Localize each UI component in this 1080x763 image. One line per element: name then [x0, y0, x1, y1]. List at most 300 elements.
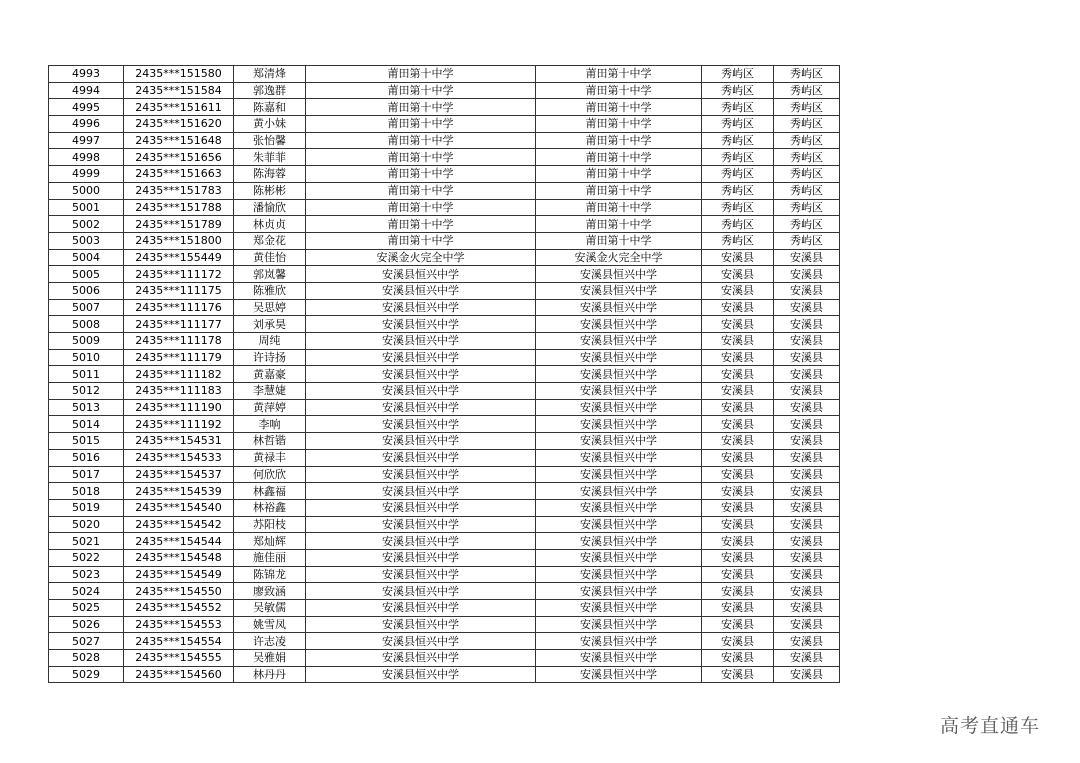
table-row [49, 349, 840, 366]
student-name-cell: 吴思婷 [234, 299, 306, 316]
school-cell: 安溪县恒兴中学 [306, 499, 536, 516]
table-row [49, 116, 840, 133]
table-row [49, 216, 840, 233]
registered-district-cell: 安溪县 [774, 583, 840, 600]
row-number-cell: 5007 [49, 299, 124, 316]
row-number-cell: 5005 [49, 266, 124, 283]
enrolled-school-cell: 安溪县恒兴中学 [536, 449, 702, 466]
district-cell: 秀屿区 [702, 116, 774, 133]
school-cell: 安溪县恒兴中学 [306, 383, 536, 400]
exam-id-cell: 2435***154542 [124, 516, 234, 533]
registered-district-cell: 安溪县 [774, 282, 840, 299]
registered-district-cell: 安溪县 [774, 616, 840, 633]
registered-district-cell: 秀屿区 [774, 149, 840, 166]
school-cell: 安溪金火完全中学 [306, 249, 536, 266]
student-name-cell: 郑金花 [234, 232, 306, 249]
registered-district-cell: 安溪县 [774, 316, 840, 333]
exam-id-cell: 2435***151656 [124, 149, 234, 166]
row-number-cell: 5010 [49, 349, 124, 366]
enrolled-school-cell: 莆田第十中学 [536, 166, 702, 183]
student-name-cell: 吴雅娟 [234, 650, 306, 667]
row-number-cell: 5023 [49, 566, 124, 583]
school-cell: 安溪县恒兴中学 [306, 566, 536, 583]
watermark-text: 高考直通车 [940, 715, 1041, 737]
table-row [49, 166, 840, 183]
registered-district-cell: 秀屿区 [774, 166, 840, 183]
school-cell: 安溪县恒兴中学 [306, 399, 536, 416]
registered-district-cell: 安溪县 [774, 566, 840, 583]
school-cell: 安溪县恒兴中学 [306, 416, 536, 433]
school-cell: 莆田第十中学 [306, 232, 536, 249]
table-row [49, 549, 840, 566]
enrolled-school-cell: 安溪县恒兴中学 [536, 416, 702, 433]
student-name-cell: 廖致涵 [234, 583, 306, 600]
enrolled-school-cell: 莆田第十中学 [536, 82, 702, 99]
student-name-cell: 吴敏儒 [234, 600, 306, 617]
row-number-cell: 5009 [49, 333, 124, 350]
student-name-cell: 陈雅欣 [234, 282, 306, 299]
exam-id-cell: 2435***111179 [124, 349, 234, 366]
registered-district-cell: 安溪县 [774, 249, 840, 266]
student-name-cell: 郭逸群 [234, 82, 306, 99]
school-cell: 莆田第十中学 [306, 99, 536, 116]
row-number-cell: 4994 [49, 82, 124, 99]
row-number-cell: 5001 [49, 199, 124, 216]
table-row [49, 266, 840, 283]
table-row [49, 516, 840, 533]
enrolled-school-cell: 莆田第十中学 [536, 99, 702, 116]
registered-district-cell: 秀屿区 [774, 99, 840, 116]
row-number-cell: 4993 [49, 66, 124, 83]
table-row [49, 566, 840, 583]
student-name-cell: 陈海蓉 [234, 166, 306, 183]
district-cell: 安溪县 [702, 449, 774, 466]
district-cell: 安溪县 [702, 399, 774, 416]
exam-id-cell: 2435***151611 [124, 99, 234, 116]
enrolled-school-cell: 莆田第十中学 [536, 66, 702, 83]
school-cell: 安溪县恒兴中学 [306, 433, 536, 450]
row-number-cell: 4998 [49, 149, 124, 166]
student-name-cell: 周纯 [234, 333, 306, 350]
student-name-cell: 郑清烽 [234, 66, 306, 83]
school-cell: 安溪县恒兴中学 [306, 549, 536, 566]
table-row [49, 149, 840, 166]
exam-id-cell: 2435***154539 [124, 483, 234, 500]
district-cell: 安溪县 [702, 366, 774, 383]
enrolled-school-cell: 安溪县恒兴中学 [536, 549, 702, 566]
table-row [49, 650, 840, 667]
school-cell: 莆田第十中学 [306, 82, 536, 99]
exam-id-cell: 2435***111192 [124, 416, 234, 433]
school-cell: 安溪县恒兴中学 [306, 533, 536, 550]
exam-id-cell: 2435***151783 [124, 182, 234, 199]
exam-id-cell: 2435***154554 [124, 633, 234, 650]
row-number-cell: 5016 [49, 449, 124, 466]
registered-district-cell: 安溪县 [774, 549, 840, 566]
district-cell: 安溪县 [702, 416, 774, 433]
table-row [49, 366, 840, 383]
enrolled-school-cell: 安溪县恒兴中学 [536, 466, 702, 483]
district-cell: 秀屿区 [702, 149, 774, 166]
exam-id-cell: 2435***154552 [124, 600, 234, 617]
registered-district-cell: 秀屿区 [774, 116, 840, 133]
registered-district-cell: 秀屿区 [774, 199, 840, 216]
school-cell: 安溪县恒兴中学 [306, 616, 536, 633]
table-row [49, 199, 840, 216]
exam-id-cell: 2435***111190 [124, 399, 234, 416]
exam-id-cell: 2435***111172 [124, 266, 234, 283]
enrolled-school-cell: 安溪县恒兴中学 [536, 282, 702, 299]
table-row [49, 316, 840, 333]
table-row [49, 383, 840, 400]
district-cell: 安溪县 [702, 282, 774, 299]
enrolled-school-cell: 安溪县恒兴中学 [536, 349, 702, 366]
school-cell: 安溪县恒兴中学 [306, 650, 536, 667]
district-cell: 安溪县 [702, 600, 774, 617]
school-cell: 安溪县恒兴中学 [306, 449, 536, 466]
table-row [49, 466, 840, 483]
district-cell: 秀屿区 [702, 99, 774, 116]
row-number-cell: 5021 [49, 533, 124, 550]
enrolled-school-cell: 安溪县恒兴中学 [536, 383, 702, 400]
student-name-cell: 郭岚馨 [234, 266, 306, 283]
enrolled-school-cell: 安溪金火完全中学 [536, 249, 702, 266]
school-cell: 安溪县恒兴中学 [306, 349, 536, 366]
district-cell: 秀屿区 [702, 166, 774, 183]
district-cell: 安溪县 [702, 566, 774, 583]
student-name-cell: 张怡馨 [234, 132, 306, 149]
enrolled-school-cell: 安溪县恒兴中学 [536, 499, 702, 516]
student-name-cell: 林哲锴 [234, 433, 306, 450]
district-cell: 安溪县 [702, 266, 774, 283]
district-cell: 安溪县 [702, 383, 774, 400]
row-number-cell: 5017 [49, 466, 124, 483]
enrolled-school-cell: 安溪县恒兴中学 [536, 666, 702, 683]
row-number-cell: 5025 [49, 600, 124, 617]
registered-district-cell: 安溪县 [774, 383, 840, 400]
row-number-cell: 4997 [49, 132, 124, 149]
enrolled-school-cell: 安溪县恒兴中学 [536, 633, 702, 650]
exam-id-cell: 2435***154555 [124, 650, 234, 667]
registered-district-cell: 安溪县 [774, 650, 840, 667]
exam-id-cell: 2435***154540 [124, 499, 234, 516]
enrolled-school-cell: 安溪县恒兴中学 [536, 616, 702, 633]
exam-id-cell: 2435***151620 [124, 116, 234, 133]
table-row [49, 82, 840, 99]
table-row [49, 666, 840, 683]
school-cell: 安溪县恒兴中学 [306, 299, 536, 316]
student-name-cell: 何欣欣 [234, 466, 306, 483]
enrolled-school-cell: 安溪县恒兴中学 [536, 333, 702, 350]
student-name-cell: 施佳丽 [234, 549, 306, 566]
exam-id-cell: 2435***151584 [124, 82, 234, 99]
enrolled-school-cell: 莆田第十中学 [536, 199, 702, 216]
table-row [49, 99, 840, 116]
exam-id-cell: 2435***151789 [124, 216, 234, 233]
student-name-cell: 许志凌 [234, 633, 306, 650]
exam-id-cell: 2435***154548 [124, 549, 234, 566]
exam-id-cell: 2435***151580 [124, 66, 234, 83]
enrolled-school-cell: 莆田第十中学 [536, 116, 702, 133]
registered-district-cell: 安溪县 [774, 333, 840, 350]
district-cell: 秀屿区 [702, 216, 774, 233]
student-name-cell: 黄禄丰 [234, 449, 306, 466]
row-number-cell: 5018 [49, 483, 124, 500]
student-name-cell: 朱菲菲 [234, 149, 306, 166]
student-name-cell: 陈嘉和 [234, 99, 306, 116]
exam-id-cell: 2435***154553 [124, 616, 234, 633]
enrolled-school-cell: 安溪县恒兴中学 [536, 533, 702, 550]
registered-district-cell: 安溪县 [774, 516, 840, 533]
row-number-cell: 5000 [49, 182, 124, 199]
registered-district-cell: 秀屿区 [774, 232, 840, 249]
row-number-cell: 4995 [49, 99, 124, 116]
exam-id-cell: 2435***154544 [124, 533, 234, 550]
registered-district-cell: 安溪县 [774, 600, 840, 617]
table-row [49, 132, 840, 149]
row-number-cell: 5002 [49, 216, 124, 233]
district-cell: 安溪县 [702, 549, 774, 566]
enrolled-school-cell: 安溪县恒兴中学 [536, 366, 702, 383]
row-number-cell: 5011 [49, 366, 124, 383]
table-row [49, 616, 840, 633]
roster-table [48, 65, 840, 683]
row-number-cell: 5003 [49, 232, 124, 249]
district-cell: 安溪县 [702, 333, 774, 350]
table-row [49, 299, 840, 316]
student-name-cell: 黄萍婷 [234, 399, 306, 416]
student-name-cell: 黄嘉豪 [234, 366, 306, 383]
district-cell: 秀屿区 [702, 232, 774, 249]
exam-id-cell: 2435***151663 [124, 166, 234, 183]
table-row [49, 633, 840, 650]
district-cell: 秀屿区 [702, 66, 774, 83]
exam-id-cell: 2435***151788 [124, 199, 234, 216]
student-name-cell: 许诗扬 [234, 349, 306, 366]
exam-id-cell: 2435***111183 [124, 383, 234, 400]
district-cell: 安溪县 [702, 650, 774, 667]
school-cell: 安溪县恒兴中学 [306, 666, 536, 683]
school-cell: 莆田第十中学 [306, 132, 536, 149]
row-number-cell: 5028 [49, 650, 124, 667]
school-cell: 安溪县恒兴中学 [306, 316, 536, 333]
exam-id-cell: 2435***111176 [124, 299, 234, 316]
school-cell: 莆田第十中学 [306, 216, 536, 233]
enrolled-school-cell: 安溪县恒兴中学 [536, 483, 702, 500]
registered-district-cell: 安溪县 [774, 466, 840, 483]
district-cell: 秀屿区 [702, 199, 774, 216]
row-number-cell: 5006 [49, 282, 124, 299]
row-number-cell: 4999 [49, 166, 124, 183]
row-number-cell: 5024 [49, 583, 124, 600]
school-cell: 安溪县恒兴中学 [306, 266, 536, 283]
school-cell: 安溪县恒兴中学 [306, 466, 536, 483]
exam-id-cell: 2435***154533 [124, 449, 234, 466]
school-cell: 安溪县恒兴中学 [306, 516, 536, 533]
student-name-cell: 林鑫福 [234, 483, 306, 500]
registered-district-cell: 安溪县 [774, 533, 840, 550]
district-cell: 秀屿区 [702, 182, 774, 199]
table-row [49, 399, 840, 416]
district-cell: 安溪县 [702, 316, 774, 333]
school-cell: 莆田第十中学 [306, 182, 536, 199]
school-cell: 安溪县恒兴中学 [306, 333, 536, 350]
table-row [49, 66, 840, 83]
row-number-cell: 5013 [49, 399, 124, 416]
table-row [49, 333, 840, 350]
school-cell: 安溪县恒兴中学 [306, 583, 536, 600]
registered-district-cell: 安溪县 [774, 416, 840, 433]
table-row [49, 600, 840, 617]
exam-id-cell: 2435***111177 [124, 316, 234, 333]
student-name-cell: 黄佳怡 [234, 249, 306, 266]
district-cell: 安溪县 [702, 499, 774, 516]
student-name-cell: 陈彬彬 [234, 182, 306, 199]
exam-id-cell: 2435***154560 [124, 666, 234, 683]
school-cell: 莆田第十中学 [306, 149, 536, 166]
exam-id-cell: 2435***111178 [124, 333, 234, 350]
registered-district-cell: 秀屿区 [774, 132, 840, 149]
row-number-cell: 5026 [49, 616, 124, 633]
exam-id-cell: 2435***111182 [124, 366, 234, 383]
row-number-cell: 5022 [49, 549, 124, 566]
student-name-cell: 林丹丹 [234, 666, 306, 683]
district-cell: 安溪县 [702, 533, 774, 550]
table-row [49, 232, 840, 249]
registered-district-cell: 安溪县 [774, 266, 840, 283]
row-number-cell: 5012 [49, 383, 124, 400]
exam-id-cell: 2435***154531 [124, 433, 234, 450]
student-name-cell: 黄小妹 [234, 116, 306, 133]
enrolled-school-cell: 安溪县恒兴中学 [536, 399, 702, 416]
district-cell: 安溪县 [702, 466, 774, 483]
row-number-cell: 5027 [49, 633, 124, 650]
enrolled-school-cell: 安溪县恒兴中学 [536, 566, 702, 583]
student-name-cell: 郑灿辉 [234, 533, 306, 550]
enrolled-school-cell: 安溪县恒兴中学 [536, 583, 702, 600]
student-name-cell: 刘承昊 [234, 316, 306, 333]
registered-district-cell: 安溪县 [774, 633, 840, 650]
registered-district-cell: 安溪县 [774, 433, 840, 450]
enrolled-school-cell: 安溪县恒兴中学 [536, 266, 702, 283]
district-cell: 安溪县 [702, 666, 774, 683]
table-row [49, 249, 840, 266]
district-cell: 安溪县 [702, 433, 774, 450]
district-cell: 安溪县 [702, 616, 774, 633]
table-row [49, 499, 840, 516]
district-cell: 安溪县 [702, 249, 774, 266]
school-cell: 安溪县恒兴中学 [306, 282, 536, 299]
student-name-cell: 李响 [234, 416, 306, 433]
row-number-cell: 5008 [49, 316, 124, 333]
district-cell: 安溪县 [702, 583, 774, 600]
school-cell: 安溪县恒兴中学 [306, 483, 536, 500]
enrolled-school-cell: 安溪县恒兴中学 [536, 316, 702, 333]
exam-id-cell: 2435***154537 [124, 466, 234, 483]
table-row [49, 483, 840, 500]
row-number-cell: 5015 [49, 433, 124, 450]
registered-district-cell: 秀屿区 [774, 182, 840, 199]
district-cell: 秀屿区 [702, 132, 774, 149]
enrolled-school-cell: 安溪县恒兴中学 [536, 433, 702, 450]
exam-id-cell: 2435***151648 [124, 132, 234, 149]
exam-id-cell: 2435***155449 [124, 249, 234, 266]
table-row [49, 583, 840, 600]
roster-body [49, 66, 840, 683]
school-cell: 莆田第十中学 [306, 116, 536, 133]
table-row [49, 182, 840, 199]
registered-district-cell: 安溪县 [774, 449, 840, 466]
registered-district-cell: 安溪县 [774, 299, 840, 316]
student-name-cell: 苏阳枝 [234, 516, 306, 533]
row-number-cell: 4996 [49, 116, 124, 133]
registered-district-cell: 秀屿区 [774, 216, 840, 233]
district-cell: 安溪县 [702, 299, 774, 316]
student-name-cell: 李慧婕 [234, 383, 306, 400]
enrolled-school-cell: 安溪县恒兴中学 [536, 299, 702, 316]
school-cell: 安溪县恒兴中学 [306, 366, 536, 383]
exam-id-cell: 2435***151800 [124, 232, 234, 249]
student-name-cell: 姚雪凤 [234, 616, 306, 633]
enrolled-school-cell: 莆田第十中学 [536, 149, 702, 166]
student-name-cell: 陈锦龙 [234, 566, 306, 583]
table-row [49, 416, 840, 433]
row-number-cell: 5004 [49, 249, 124, 266]
registered-district-cell: 安溪县 [774, 366, 840, 383]
registered-district-cell: 秀屿区 [774, 66, 840, 83]
district-cell: 安溪县 [702, 483, 774, 500]
row-number-cell: 5029 [49, 666, 124, 683]
table-row [49, 449, 840, 466]
exam-id-cell: 2435***111175 [124, 282, 234, 299]
table-row [49, 533, 840, 550]
student-name-cell: 潘愉欣 [234, 199, 306, 216]
enrolled-school-cell: 莆田第十中学 [536, 132, 702, 149]
enrolled-school-cell: 安溪县恒兴中学 [536, 516, 702, 533]
school-cell: 莆田第十中学 [306, 199, 536, 216]
district-cell: 秀屿区 [702, 82, 774, 99]
student-name-cell: 林裕鑫 [234, 499, 306, 516]
table-row [49, 433, 840, 450]
exam-id-cell: 2435***154550 [124, 583, 234, 600]
enrolled-school-cell: 莆田第十中学 [536, 182, 702, 199]
registered-district-cell: 秀屿区 [774, 82, 840, 99]
enrolled-school-cell: 莆田第十中学 [536, 216, 702, 233]
table-row [49, 282, 840, 299]
school-cell: 莆田第十中学 [306, 66, 536, 83]
row-number-cell: 5020 [49, 516, 124, 533]
row-number-cell: 5019 [49, 499, 124, 516]
district-cell: 安溪县 [702, 349, 774, 366]
roster-sheet [48, 65, 840, 683]
enrolled-school-cell: 安溪县恒兴中学 [536, 650, 702, 667]
school-cell: 安溪县恒兴中学 [306, 600, 536, 617]
enrolled-school-cell: 莆田第十中学 [536, 232, 702, 249]
district-cell: 安溪县 [702, 516, 774, 533]
row-number-cell: 5014 [49, 416, 124, 433]
registered-district-cell: 安溪县 [774, 666, 840, 683]
school-cell: 安溪县恒兴中学 [306, 633, 536, 650]
exam-id-cell: 2435***154549 [124, 566, 234, 583]
registered-district-cell: 安溪县 [774, 499, 840, 516]
district-cell: 安溪县 [702, 633, 774, 650]
school-cell: 莆田第十中学 [306, 166, 536, 183]
student-name-cell: 林贞贞 [234, 216, 306, 233]
enrolled-school-cell: 安溪县恒兴中学 [536, 600, 702, 617]
registered-district-cell: 安溪县 [774, 483, 840, 500]
registered-district-cell: 安溪县 [774, 349, 840, 366]
registered-district-cell: 安溪县 [774, 399, 840, 416]
